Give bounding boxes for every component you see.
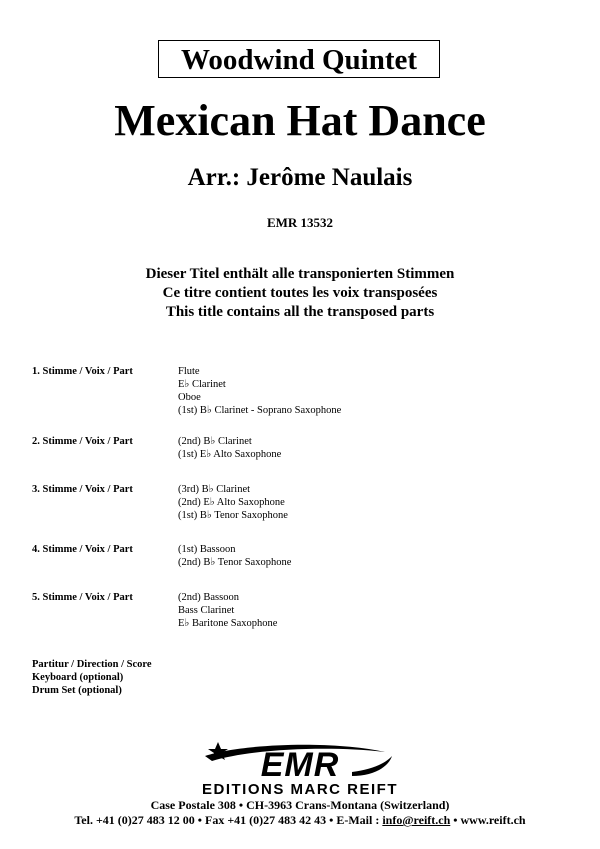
emr-logo — [0, 734, 600, 796]
instrument-item: (2nd) Bassoon — [178, 592, 239, 603]
instrument-item: (1st) B♭ Tenor Saxophone — [178, 510, 288, 521]
email-link[interactable]: info@reift.ch — [382, 813, 451, 827]
website: • www.reift.ch — [450, 813, 526, 827]
instrument-item: (2nd) B♭ Clarinet — [178, 436, 252, 447]
instrument-item: Flute — [178, 366, 200, 377]
instrument-item: (3rd) B♭ Clarinet — [178, 484, 251, 495]
part-2-instruments — [178, 435, 281, 461]
publisher-name: EDITIONS MARC REIFT — [202, 781, 398, 796]
transposition-note-en: This title contains all the transposed parts — [165, 304, 435, 320]
part-5-instruments — [178, 591, 277, 630]
publisher-address: Case Postale 308 • CH-3963 Crans-Montana (Switzerland) — [150, 798, 450, 812]
part-3-instruments — [178, 483, 288, 522]
instrument-item: (1st) Bassoon — [178, 544, 236, 555]
piece-title: Mexican Hat Dance — [114, 96, 486, 145]
part-4-label: 4. Stimme / Voix / Part — [32, 544, 133, 555]
part-1-instruments — [178, 365, 341, 417]
transposition-note-fr: Ce titre contient toutes les voix transposées — [162, 285, 438, 301]
part-5-label: 5. Stimme / Voix / Part — [32, 592, 133, 603]
contact-line — [0, 813, 600, 828]
ensemble-label: Woodwind Quintet — [180, 44, 418, 76]
arranger: Arr.: Jerôme Naulais — [187, 164, 413, 191]
instrument-item: (1st) B♭ Clarinet - Soprano Saxophone — [178, 405, 342, 416]
logo-mark: EMR — [260, 746, 340, 784]
instrument-item: (1st) E♭ Alto Saxophone — [178, 449, 282, 460]
instrument-item: E♭ Baritone Saxophone — [178, 618, 278, 629]
part-4-instruments — [178, 543, 291, 569]
instrument-item: (2nd) E♭ Alto Saxophone — [178, 497, 285, 508]
part-3-label: 3. Stimme / Voix / Part — [32, 484, 133, 495]
extra-score: Partitur / Direction / Score — [32, 659, 152, 670]
transposition-note-de: Dieser Titel enthält alle transponierten Stimmen — [145, 266, 455, 282]
extra-keyboard: Keyboard (optional) — [32, 672, 124, 683]
phone-fax: Tel. +41 (0)27 483 12 00 • Fax +41 (0)27 483 42 43 • E-Mail : — [74, 813, 383, 827]
ensemble-box — [158, 40, 440, 78]
instrument-item: Bass Clarinet — [178, 605, 235, 616]
catalog-number: EMR 13532 — [266, 215, 334, 230]
extra-drum-set: Drum Set (optional) — [32, 685, 122, 696]
instrument-item: (2nd) B♭ Tenor Saxophone — [178, 557, 292, 568]
part-1-label: 1. Stimme / Voix / Part — [32, 366, 133, 377]
instrument-item: E♭ Clarinet — [178, 379, 226, 390]
part-2-label: 2. Stimme / Voix / Part — [32, 436, 133, 447]
instrument-item: Oboe — [178, 392, 201, 403]
